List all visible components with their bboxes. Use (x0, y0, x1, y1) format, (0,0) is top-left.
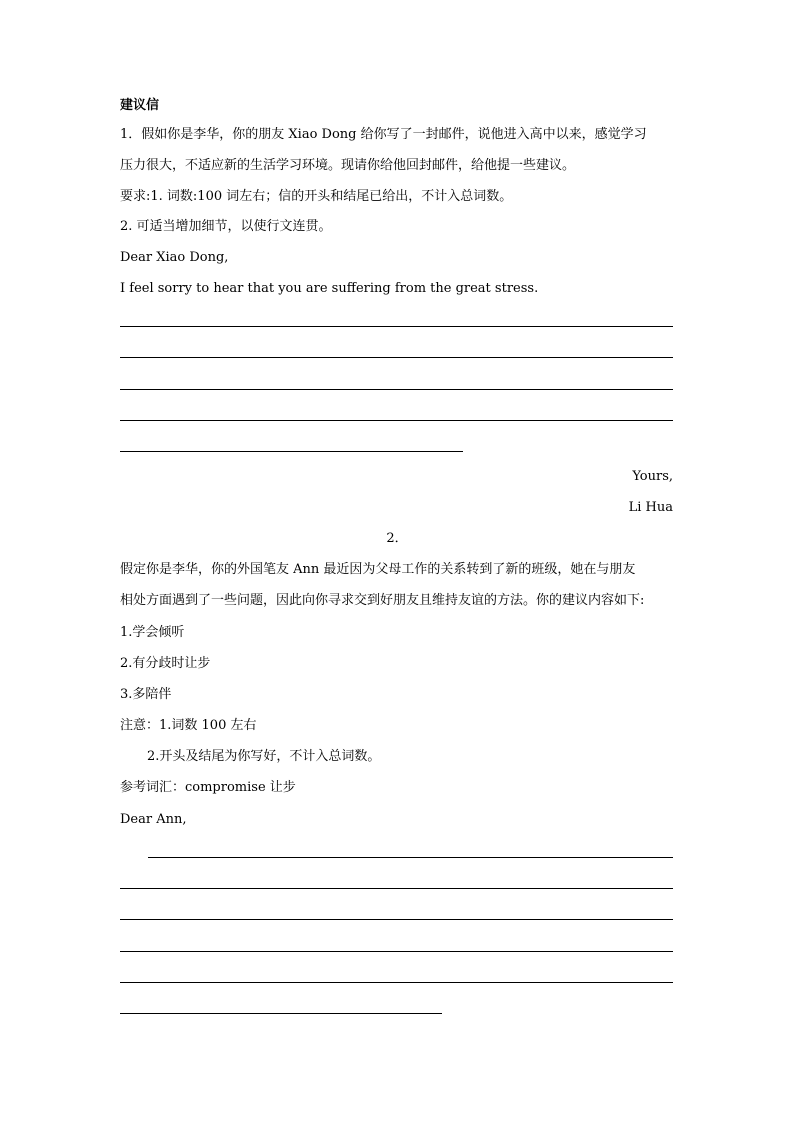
letter-salutation: Dear Xiao Dong, (120, 250, 229, 265)
suggestion-point: 2.有分歧时让步 (120, 656, 211, 671)
answer-line (120, 982, 673, 983)
answer-line (120, 420, 673, 421)
answer-line (120, 357, 673, 358)
letter-signature: Li Hua (628, 500, 673, 515)
letter-salutation: Dear Ann, (120, 812, 187, 827)
task-text-line: 1．假如你是李华，你的朋友 Xiao Dong 给你写了一封邮件，说他进入高中以来，感觉学习 (120, 127, 647, 142)
task-text-line: 假定你是李华，你的外国笔友 Ann 最近因为父母工作的关系转到了新的班级，她在与朋友 (120, 562, 636, 577)
answer-line (148, 857, 673, 858)
answer-line (120, 451, 463, 452)
answer-line (120, 389, 673, 390)
suggestion-point: 3.多陪伴 (120, 687, 172, 702)
answer-line (120, 888, 673, 889)
answer-line (120, 1013, 442, 1014)
section-heading: 建议信 (120, 98, 160, 113)
requirement-line: 2. 可适当增加细节，以使行文连贯。 (120, 219, 332, 234)
answer-line (120, 326, 673, 327)
note-line: 注意：1.词数 100 左右 (120, 718, 257, 733)
letter-opening: I feel sorry to hear that you are suffering from the great stress. (120, 281, 539, 296)
question-number: 2． (386, 531, 408, 546)
task-text-line: 相处方面遇到了一些问题，因此向你寻求交到好朋友且维持友谊的方法。你的建议内容如下: (120, 593, 645, 608)
answer-line (120, 951, 673, 952)
task-text-line: 压力很大，不适应新的生活学习环境。现请你给他回封邮件，给他提一些建议。 (120, 158, 576, 173)
requirement-line: 要求:1. 词数:100 词左右；信的开头和结尾已给出，不计入总词数。 (120, 189, 513, 204)
vocabulary-line: 参考词汇：compromise 让步 (120, 780, 296, 795)
answer-line (120, 919, 673, 920)
letter-closing: Yours, (632, 469, 673, 484)
suggestion-point: 1.学会倾听 (120, 625, 185, 640)
note-line: 2.开头及结尾为你写好，不计入总词数。 (147, 749, 381, 764)
